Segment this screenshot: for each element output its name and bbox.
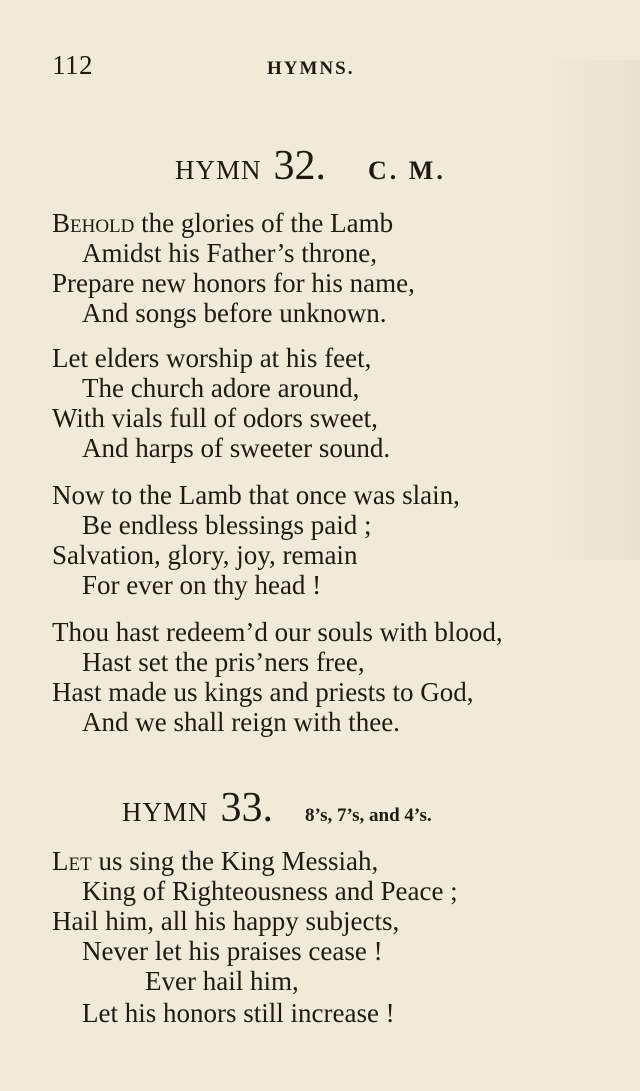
verse-line: Be endless blessings paid ; <box>82 510 372 540</box>
hymn-number: 33. <box>220 785 274 831</box>
verse-line: Hail him, all his happy subjects, <box>52 906 400 936</box>
running-title: HYMNS. <box>267 58 355 79</box>
verse-line: Hast set the pris’ners free, <box>82 647 365 677</box>
verse-line: King of Righteousness and Peace ; <box>82 876 458 906</box>
verse-line: Let his honors still increase ! <box>82 998 395 1028</box>
verse-line <box>52 208 393 238</box>
verse-line: Let elders worship at his feet, <box>52 343 372 373</box>
verse-line: Never let his praises cease ! <box>82 936 383 966</box>
verse-line: And songs before unknown. <box>82 298 387 328</box>
verse-text: us sing the King Messiah, <box>91 846 379 876</box>
verse-line: Amidst his Father’s throne, <box>82 238 377 268</box>
hymn-meter: C. M. <box>368 156 446 185</box>
show-through-shadow <box>550 60 640 560</box>
verse-lead-word: Behold <box>52 208 135 238</box>
verse-line: For ever on thy head ! <box>82 570 322 600</box>
running-head <box>52 50 382 84</box>
verse-line: With vials full of odors sweet, <box>52 403 378 433</box>
hymn-number: 32. <box>273 143 327 189</box>
verse-lead-word: Let <box>52 846 92 876</box>
verse-line <box>52 846 378 876</box>
verse-line: And harps of sweeter sound. <box>82 433 391 463</box>
hymn-label: HYMN <box>175 155 262 185</box>
verse-line: Ever hail him, <box>145 966 299 996</box>
verse-line: And we shall reign with thee. <box>82 707 400 737</box>
hymn-meter: 8’s, 7’s, and 4’s. <box>305 805 432 826</box>
hymn-label: HYMN <box>122 797 209 827</box>
verse-line: Salvation, glory, joy, remain <box>52 540 358 570</box>
verse-line: Now to the Lamb that once was slain, <box>52 480 460 510</box>
hymn-33-heading <box>122 784 432 832</box>
page-number: 112 <box>52 50 93 80</box>
verse-text: the glories of the Lamb <box>134 208 394 238</box>
verse-line: Hast made us kings and priests to God, <box>52 677 474 707</box>
hymn-32-heading <box>175 142 446 190</box>
verse-line: Thou hast redeem’d our souls with blood, <box>52 617 503 647</box>
verse-line: The church adore around, <box>82 373 360 403</box>
verse-line: Prepare new honors for his name, <box>52 268 415 298</box>
